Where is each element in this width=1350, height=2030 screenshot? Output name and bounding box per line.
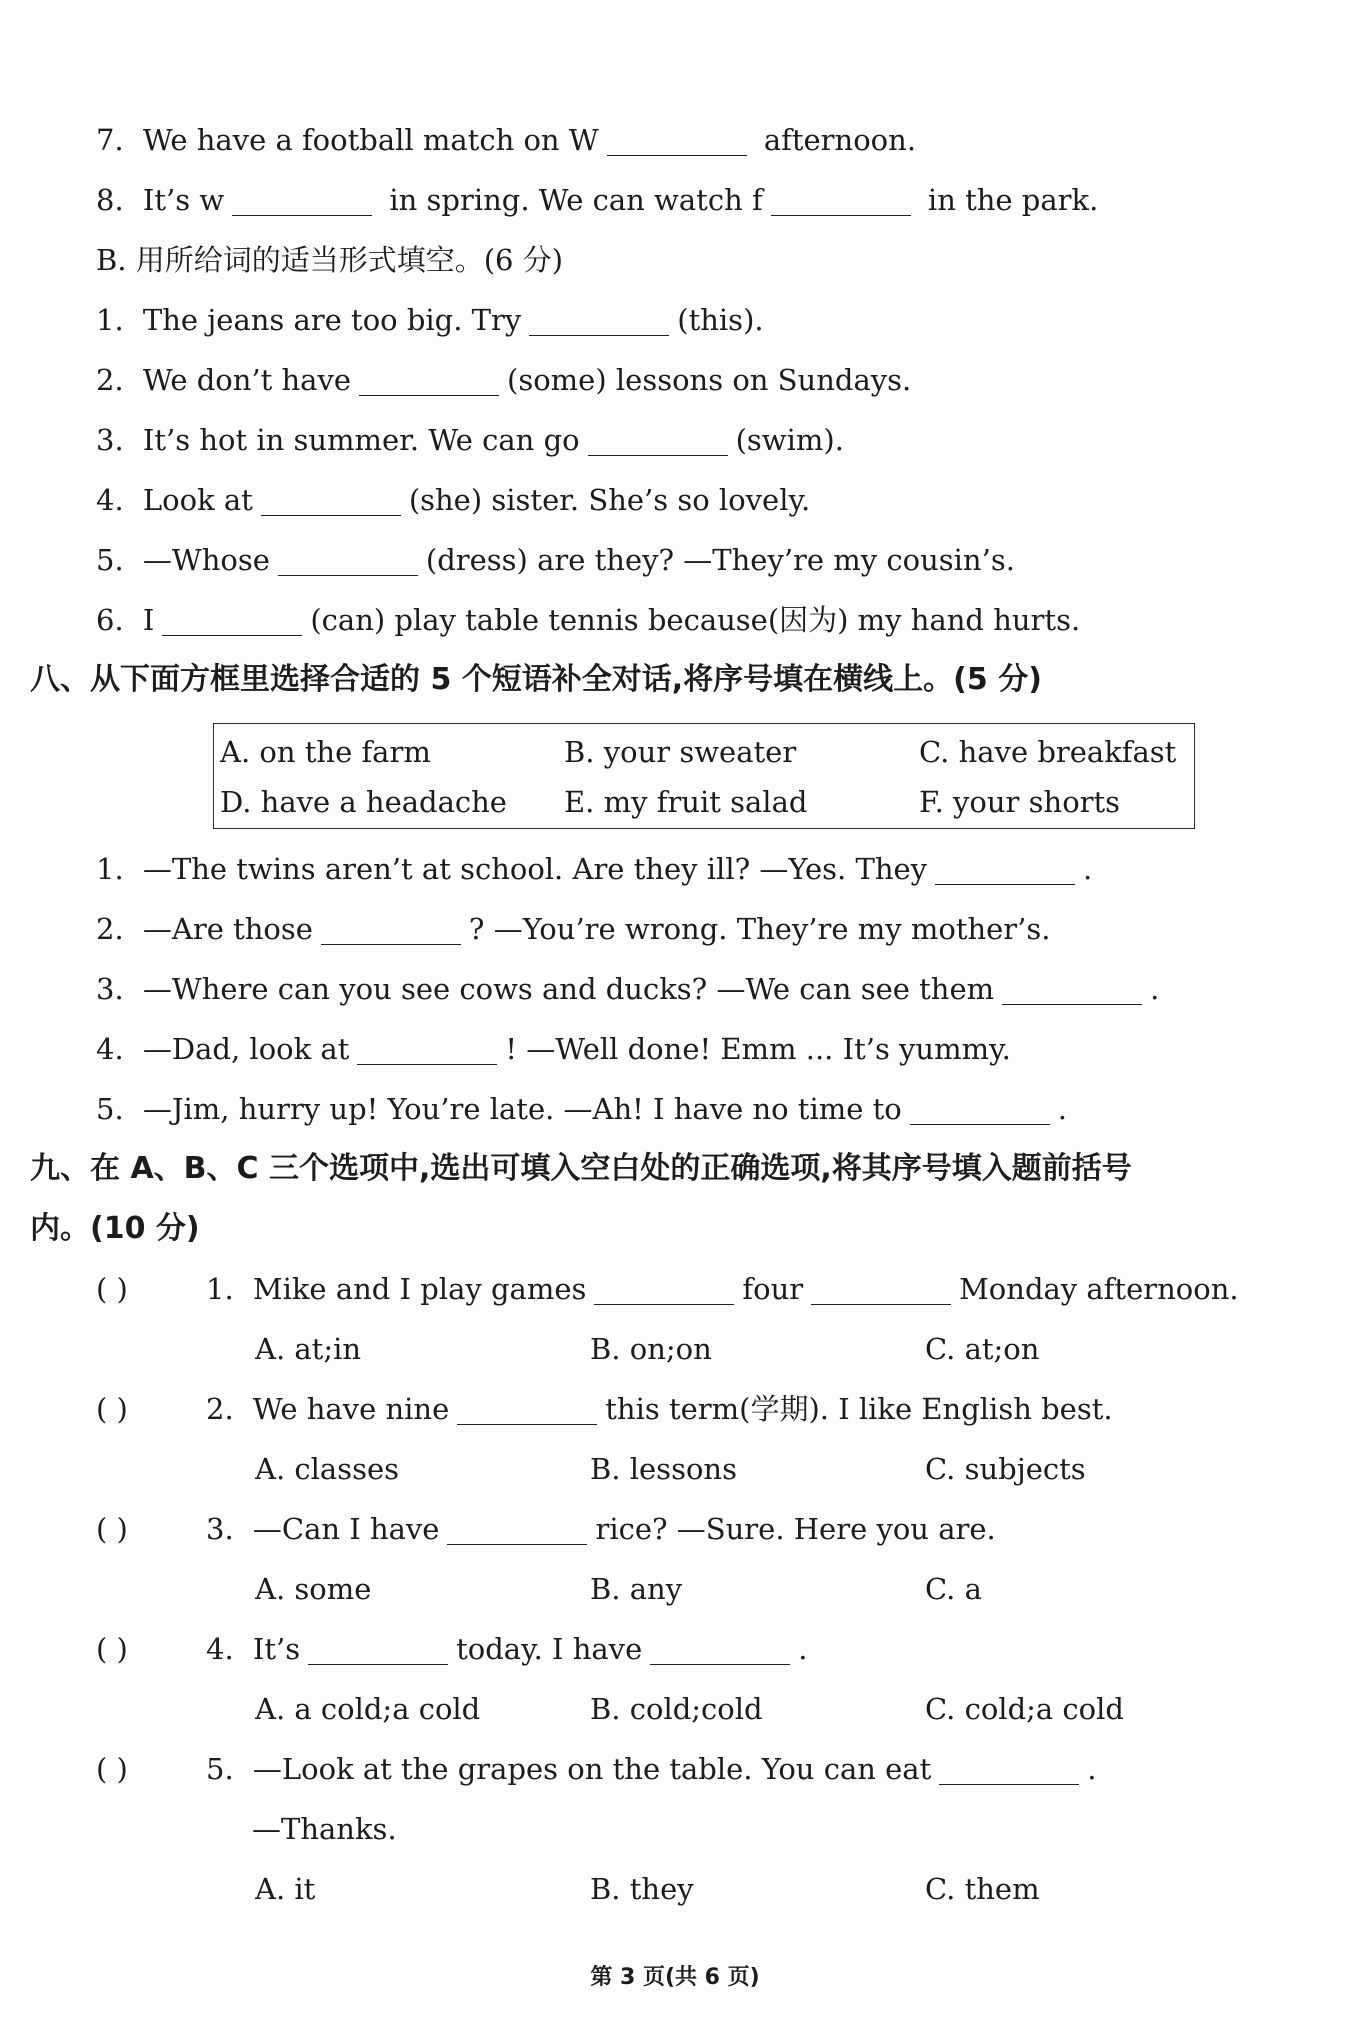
item-number: 6.	[96, 603, 124, 637]
item-text: (can) play table tennis because(因为) my hand hurts.	[310, 603, 1081, 637]
b-item-4	[96, 480, 810, 520]
item-number: 7.	[96, 123, 124, 157]
item-number: 4.	[96, 1032, 124, 1066]
item-number: 1.	[96, 852, 124, 886]
item-text: .	[798, 1632, 808, 1666]
item-text: .	[1083, 852, 1093, 886]
phrase-option-b: B. your sweater	[564, 735, 797, 769]
item-number: 3.	[96, 423, 124, 457]
phrase-option-e: E. my fruit salad	[564, 785, 808, 819]
item-number: 3.	[206, 1512, 234, 1546]
item-text: We have a football match on W	[142, 123, 599, 157]
item-text: I	[142, 603, 155, 637]
answer-blank	[594, 1274, 734, 1305]
item-text: Look at	[142, 483, 253, 517]
section-b-title: B. 用所给词的适当形式填空。(6 分)	[96, 243, 564, 277]
q5-choice-a: A. it	[255, 1872, 316, 1906]
item-text: —Whose	[142, 543, 270, 577]
item-text: Monday afternoon.	[959, 1272, 1239, 1306]
item-number: 2.	[96, 363, 124, 397]
item-text: (some) lessons on Sundays.	[507, 363, 912, 397]
q2-choice-a: A. classes	[255, 1452, 399, 1486]
q4-choice-a: A. a cold;a cold	[255, 1692, 481, 1726]
item-text: .	[1057, 1092, 1067, 1126]
item-text: ! —Well done! Emm ... It’s yummy.	[505, 1032, 1011, 1066]
item-text: It’s	[252, 1632, 301, 1666]
answer-blank	[457, 1394, 597, 1425]
section-8-title: 八、从下面方框里选择合适的 5 个短语补全对话,将序号填在横线上。(5 分)	[30, 662, 1042, 697]
answer-blank[interactable]	[162, 605, 302, 636]
dialog-item-2	[96, 909, 1051, 949]
item-number: 5.	[96, 543, 124, 577]
answer-paren[interactable]: ( )	[96, 1272, 128, 1306]
phrase-box	[213, 723, 1195, 829]
phrase-option-f: F. your shorts	[919, 785, 1121, 819]
q5-choice-c: C. them	[925, 1872, 1040, 1906]
q1-choice-c: C. at;on	[925, 1332, 1040, 1366]
phrase-option-d: D. have a headache	[220, 785, 507, 819]
item-text: We have nine	[252, 1392, 450, 1426]
answer-paren[interactable]: ( )	[96, 1752, 128, 1786]
item-number: 2.	[96, 912, 124, 946]
answer-blank	[447, 1514, 587, 1545]
dialog-item-5	[96, 1089, 1067, 1129]
answer-blank[interactable]	[357, 1034, 497, 1065]
b-item-3	[96, 420, 844, 460]
item-number: 8.	[96, 183, 124, 217]
dialog-item-1	[96, 849, 1092, 889]
phrase-option-c: C. have breakfast	[919, 735, 1177, 769]
item-number: 3.	[96, 972, 124, 1006]
q3-choice-a: A. some	[255, 1572, 372, 1606]
b-item-5	[96, 540, 1015, 580]
section-9-title-line2: 内。(10 分)	[30, 1211, 200, 1246]
q5-choice-b: B. they	[590, 1872, 694, 1906]
item-number: 1.	[206, 1272, 234, 1306]
fill-item-7	[96, 120, 916, 160]
item-text: afternoon.	[763, 123, 917, 157]
item-number: 4.	[206, 1632, 234, 1666]
item-number: 2.	[206, 1392, 234, 1426]
item-text: .	[1087, 1752, 1097, 1786]
item-text: .	[1150, 972, 1160, 1006]
q1-choice-a: A. at;in	[255, 1332, 362, 1366]
answer-blank[interactable]	[607, 125, 747, 156]
item-number: 5.	[206, 1752, 234, 1786]
mc-question-5	[96, 1749, 1096, 1789]
item-text: (swim).	[735, 423, 844, 457]
q4-choice-c: C. cold;a cold	[925, 1692, 1124, 1726]
q2-choice-c: C. subjects	[925, 1452, 1086, 1486]
item-text: this term(学期). I like English best.	[605, 1392, 1113, 1426]
answer-blank[interactable]	[359, 365, 499, 396]
answer-blank	[811, 1274, 951, 1305]
item-number: 5.	[96, 1092, 124, 1126]
answer-blank[interactable]	[910, 1094, 1050, 1125]
item-text: (dress) are they? —They’re my cousin’s.	[425, 543, 1015, 577]
answer-blank[interactable]	[232, 185, 372, 216]
answer-blank[interactable]	[321, 914, 461, 945]
fill-item-8	[96, 180, 1098, 220]
b-item-6	[96, 600, 1080, 640]
item-text: The jeans are too big. Try	[142, 303, 522, 337]
item-text: We don’t have	[142, 363, 352, 397]
answer-blank	[308, 1634, 448, 1665]
mc-question-2	[96, 1389, 1113, 1429]
item-number: 1.	[96, 303, 124, 337]
item-text: in the park.	[927, 183, 1099, 217]
item-text: in spring. We can watch f	[389, 183, 763, 217]
item-number: 4.	[96, 483, 124, 517]
answer-paren[interactable]: ( )	[96, 1512, 128, 1546]
item-text: (this).	[677, 303, 764, 337]
item-text: rice? —Sure. Here you are.	[595, 1512, 996, 1546]
dialog-item-3	[96, 969, 1159, 1009]
answer-blank[interactable]	[1002, 974, 1142, 1005]
item-text: —The twins aren’t at school. Are they ill? —Yes. They	[142, 852, 928, 886]
q3-choice-b: B. any	[590, 1572, 683, 1606]
answer-blank[interactable]	[278, 545, 418, 576]
item-text: (she) sister. She’s so lovely.	[408, 483, 811, 517]
item-text: four	[742, 1272, 804, 1306]
answer-blank	[939, 1754, 1079, 1785]
item-text: —Are those	[142, 912, 313, 946]
mc-question-3	[96, 1509, 996, 1549]
answer-blank	[650, 1634, 790, 1665]
b-item-1	[96, 300, 764, 340]
item-text: Mike and I play games	[252, 1272, 587, 1306]
page-footer: 第 3 页(共 6 页)	[590, 1965, 760, 1990]
q2-choice-b: B. lessons	[590, 1452, 737, 1486]
mc-question-4	[96, 1629, 807, 1669]
answer-blank[interactable]	[935, 854, 1075, 885]
section-9-title-line1: 九、在 A、B、C 三个选项中,选出可填入空白处的正确选项,将其序号填入题前括号	[30, 1151, 1132, 1186]
answer-blank[interactable]	[529, 305, 669, 336]
answer-blank[interactable]	[771, 185, 911, 216]
item-text: —Dad, look at	[142, 1032, 350, 1066]
q5-line2: —Thanks.	[252, 1812, 397, 1846]
item-text: —Where can you see cows and ducks? —We can see them	[142, 972, 995, 1006]
phrase-option-a: A. on the farm	[220, 735, 431, 769]
answer-blank[interactable]	[588, 425, 728, 456]
dialog-item-4	[96, 1029, 1011, 1069]
mc-question-1	[96, 1269, 1239, 1309]
item-text: It’s hot in summer. We can go	[142, 423, 580, 457]
item-text: ? —You’re wrong. They’re my mother’s.	[468, 912, 1051, 946]
item-text: —Look at the grapes on the table. You can eat	[252, 1752, 932, 1786]
item-text: today. I have	[456, 1632, 643, 1666]
item-text: —Jim, hurry up! You’re late. —Ah! I have no time to	[142, 1092, 902, 1126]
answer-blank[interactable]	[261, 485, 401, 516]
item-text: It’s w	[142, 183, 225, 217]
item-text: —Can I have	[252, 1512, 440, 1546]
q3-choice-c: C. a	[925, 1572, 982, 1606]
b-item-2	[96, 360, 911, 400]
answer-paren[interactable]: ( )	[96, 1392, 128, 1426]
answer-paren[interactable]: ( )	[96, 1632, 128, 1666]
q1-choice-b: B. on;on	[590, 1332, 712, 1366]
q4-choice-b: B. cold;cold	[590, 1692, 763, 1726]
